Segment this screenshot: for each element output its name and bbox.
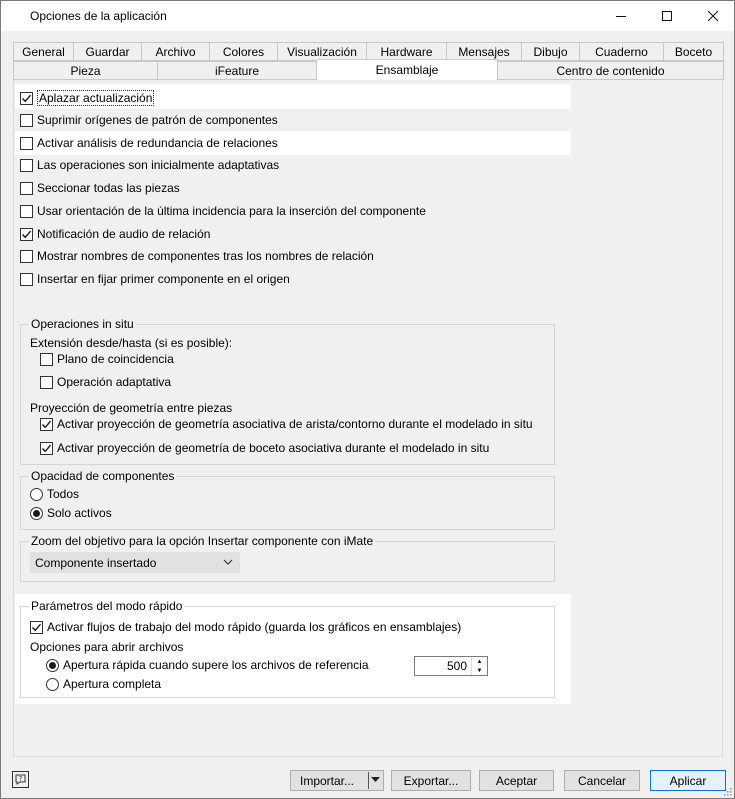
button-label: Importar... bbox=[300, 773, 355, 788]
button-label: Aplicar bbox=[669, 773, 707, 788]
option-label: Activar proyección de geometría de boceto asociativa durante el modelado in situ bbox=[57, 441, 490, 455]
chevron-down-icon[interactable] bbox=[371, 777, 380, 784]
option-aplazar-actualizacion[interactable] bbox=[20, 90, 154, 106]
option-label: Notificación de audio de relación bbox=[37, 227, 211, 241]
spinner-arrows bbox=[471, 657, 487, 675]
option-usar-orientacion[interactable] bbox=[20, 204, 426, 218]
option-label: Las operaciones son inicialmente adaptativas bbox=[37, 158, 280, 172]
radio-label: Apertura completa bbox=[63, 677, 162, 691]
checkmark-icon bbox=[21, 93, 32, 104]
tab-ensamblaje[interactable]: Ensamblaje bbox=[317, 59, 498, 81]
checkmark-icon bbox=[21, 229, 32, 240]
radio-apertura-completa[interactable] bbox=[46, 677, 161, 691]
spin-down-icon[interactable]: ▼ bbox=[476, 667, 483, 674]
radio-label: Apertura rápida cuando supere los archivos de referencia bbox=[63, 658, 369, 672]
aceptar-button[interactable] bbox=[479, 770, 554, 791]
tab-ifeature[interactable]: iFeature bbox=[158, 61, 317, 80]
radio-solo-activos[interactable] bbox=[30, 506, 112, 520]
maximize-button[interactable] bbox=[644, 1, 690, 31]
checkbox[interactable] bbox=[20, 273, 33, 286]
zoom-dropdown[interactable] bbox=[30, 552, 240, 573]
exportar-button[interactable] bbox=[391, 770, 471, 791]
radio-button[interactable] bbox=[46, 659, 59, 672]
option-label: Suprimir orígenes de patrón de componentes bbox=[37, 113, 278, 127]
tab-boceto[interactable]: Boceto bbox=[664, 42, 724, 61]
abrir-archivos-label: Opciones para abrir archivos bbox=[30, 640, 184, 654]
dropdown-value: Componente insertado bbox=[35, 555, 157, 570]
radio-todos[interactable] bbox=[30, 487, 79, 501]
tab-pieza[interactable]: Pieza bbox=[13, 61, 158, 80]
cancelar-button[interactable] bbox=[564, 770, 640, 791]
button-label: Cancelar bbox=[577, 773, 627, 788]
option-suprimir-origenes[interactable] bbox=[20, 113, 278, 127]
radio-selected-dot bbox=[33, 510, 40, 517]
checkbox[interactable] bbox=[20, 137, 33, 150]
option-proyeccion-arista[interactable] bbox=[40, 417, 533, 431]
checkbox[interactable] bbox=[20, 182, 33, 195]
tab-cuaderno[interactable]: Cuaderno bbox=[580, 42, 664, 61]
checkbox[interactable] bbox=[40, 353, 53, 366]
option-label: Plano de coincidencia bbox=[57, 352, 174, 366]
option-label: Usar orientación de la última incidencia para la inserción del componente bbox=[37, 204, 426, 218]
checkmark-icon bbox=[31, 622, 42, 633]
checkmark-icon bbox=[41, 443, 52, 454]
option-label: Operación adaptativa bbox=[57, 375, 172, 389]
tab-row-2 bbox=[13, 61, 724, 80]
option-plano-coincidencia[interactable] bbox=[40, 352, 174, 366]
option-label: Activar análisis de redundancia de relaciones bbox=[37, 136, 278, 150]
option-notificacion-audio[interactable] bbox=[20, 227, 210, 241]
checkbox[interactable] bbox=[40, 418, 53, 431]
group-title: Opacidad de componentes bbox=[31, 469, 175, 483]
tab-general[interactable]: General bbox=[13, 42, 74, 61]
radio-label: Todos bbox=[47, 487, 80, 501]
group-opacidad bbox=[20, 469, 555, 530]
close-icon bbox=[708, 11, 718, 21]
group-title: Zoom del objetivo para la opción Insertar componente con iMate bbox=[31, 534, 374, 548]
chevron-down-icon bbox=[223, 556, 233, 568]
checkmark-icon bbox=[41, 419, 52, 430]
radio-button[interactable] bbox=[30, 507, 43, 520]
radio-apertura-rapida[interactable] bbox=[46, 658, 369, 672]
tab-mensajes[interactable]: Mensajes bbox=[447, 42, 522, 61]
option-proyeccion-boceto[interactable] bbox=[40, 441, 489, 455]
aplicar-button[interactable] bbox=[650, 770, 726, 791]
checkbox[interactable] bbox=[30, 621, 43, 634]
minimize-button[interactable] bbox=[598, 1, 644, 31]
close-button[interactable] bbox=[690, 1, 735, 31]
option-flujos-modo-rapido[interactable] bbox=[30, 620, 461, 634]
tab-guardar[interactable]: Guardar bbox=[74, 42, 142, 61]
button-label: Exportar... bbox=[403, 773, 459, 788]
radio-button[interactable] bbox=[46, 678, 59, 691]
tab-colores[interactable]: Colores bbox=[210, 42, 278, 61]
option-mostrar-nombres[interactable] bbox=[20, 249, 374, 263]
split-divider bbox=[368, 772, 369, 789]
checkbox[interactable] bbox=[20, 92, 33, 105]
option-label: Activar flujos de trabajo del modo rápido (guarda los gráficos en ensamblajes) bbox=[47, 620, 462, 634]
checkbox[interactable] bbox=[40, 442, 53, 455]
option-operaciones-adaptativas[interactable] bbox=[20, 158, 279, 172]
option-analisis-redundancia[interactable] bbox=[20, 136, 278, 150]
checkbox[interactable] bbox=[20, 114, 33, 127]
option-label: Aplazar actualización bbox=[39, 91, 153, 105]
group-title: Parámetros del modo rápido bbox=[31, 599, 183, 613]
checkbox[interactable] bbox=[20, 250, 33, 263]
checkbox[interactable] bbox=[20, 205, 33, 218]
help-button[interactable] bbox=[12, 771, 29, 788]
resize-grip-icon[interactable] bbox=[722, 786, 732, 796]
checkbox[interactable] bbox=[40, 376, 53, 389]
tab-dibujo[interactable]: Dibujo bbox=[522, 42, 580, 61]
maximize-icon bbox=[662, 11, 672, 21]
option-label: Seccionar todas las piezas bbox=[37, 181, 180, 195]
checkbox[interactable] bbox=[20, 159, 33, 172]
group-title: Operaciones in situ bbox=[31, 317, 134, 331]
tab-hardware[interactable]: Hardware bbox=[367, 42, 447, 61]
threshold-spinner[interactable] bbox=[414, 656, 488, 676]
radio-button[interactable] bbox=[30, 488, 43, 501]
svg-text:?: ? bbox=[18, 775, 23, 783]
option-label: Activar proyección de geometría asociativa de arista/contorno durante el modelado in situ bbox=[57, 417, 533, 431]
button-label: Aceptar bbox=[495, 773, 538, 788]
minimize-icon bbox=[616, 11, 626, 21]
option-insertar-fijar[interactable] bbox=[20, 272, 290, 286]
extension-label: Extensión desde/hasta (si es posible): bbox=[30, 336, 233, 350]
help-icon bbox=[14, 773, 27, 786]
radio-label: Solo activos bbox=[47, 506, 112, 520]
option-seccionar-piezas[interactable] bbox=[20, 181, 180, 195]
title-bar bbox=[1, 1, 734, 31]
option-operacion-adaptativa[interactable] bbox=[40, 375, 171, 389]
option-label: Mostrar nombres de componentes tras los nombres de relación bbox=[37, 249, 374, 263]
tab-visualizacion[interactable]: Visualización bbox=[278, 42, 367, 61]
checkbox[interactable] bbox=[20, 228, 33, 241]
option-label: Insertar en fijar primer componente en el origen bbox=[37, 272, 290, 286]
proyeccion-label: Proyección de geometría entre piezas bbox=[30, 401, 233, 415]
tab-centro-de-contenido[interactable]: Centro de contenido bbox=[498, 61, 724, 80]
spinner-value: 500 bbox=[446, 659, 467, 673]
tab-archivo[interactable]: Archivo bbox=[142, 42, 210, 61]
importar-button[interactable] bbox=[290, 770, 384, 791]
radio-selected-dot bbox=[49, 662, 56, 669]
window-title: Opciones de la aplicación bbox=[30, 9, 167, 23]
spin-up-icon[interactable]: ▲ bbox=[476, 658, 483, 665]
